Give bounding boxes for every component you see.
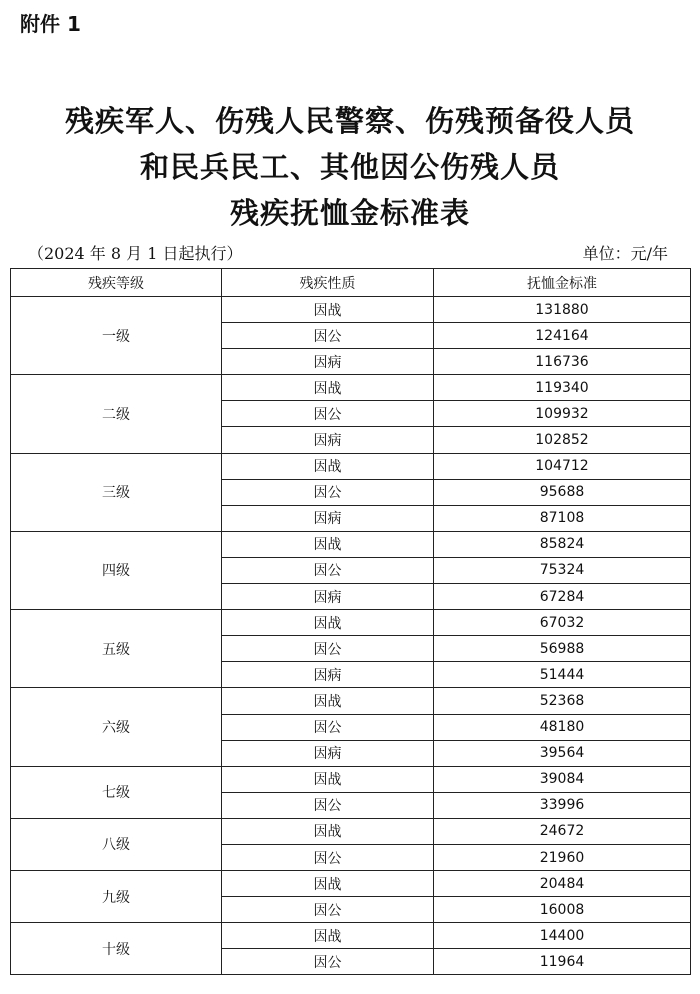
amount-cell: 56988 <box>434 636 691 662</box>
amount-cell: 16008 <box>434 897 691 923</box>
table-row <box>11 610 691 636</box>
table-row <box>11 453 691 479</box>
nature-cell: 因战 <box>222 531 434 557</box>
table-row <box>11 297 691 323</box>
nature-cell: 因公 <box>222 557 434 583</box>
amount-cell: 52368 <box>434 688 691 714</box>
nature-cell: 因战 <box>222 688 434 714</box>
nature-cell: 因战 <box>222 297 434 323</box>
table-row <box>11 531 691 557</box>
unit-note: 单位：元/年 <box>582 244 668 263</box>
nature-cell: 因公 <box>222 792 434 818</box>
table-row <box>11 766 691 792</box>
nature-cell: 因战 <box>222 453 434 479</box>
nature-cell: 因病 <box>222 740 434 766</box>
amount-cell: 14400 <box>434 923 691 949</box>
title-line-2: 和民兵民工、其他因公伤残人员 <box>139 150 560 184</box>
document-title <box>0 98 700 236</box>
amount-cell: 85824 <box>434 531 691 557</box>
header-amount: 抚恤金标准 <box>434 269 691 297</box>
nature-cell: 因公 <box>222 844 434 870</box>
amount-cell: 20484 <box>434 871 691 897</box>
nature-cell: 因病 <box>222 427 434 453</box>
header-grade: 残疾等级 <box>11 269 222 297</box>
amount-cell: 116736 <box>434 349 691 375</box>
table-row <box>11 923 691 949</box>
grade-cell: 一级 <box>11 297 222 375</box>
grade-cell: 五级 <box>11 610 222 688</box>
table-row <box>11 871 691 897</box>
amount-cell: 51444 <box>434 662 691 688</box>
grade-cell: 九级 <box>11 871 222 923</box>
nature-cell: 因战 <box>222 375 434 401</box>
nature-cell: 因战 <box>222 766 434 792</box>
title-line-1: 残疾军人、伤残人民警察、伤残预备役人员 <box>64 104 635 138</box>
amount-cell: 24672 <box>434 818 691 844</box>
pension-standard-table <box>10 268 691 975</box>
table-body <box>11 297 691 975</box>
attachment-label: 附件 1 <box>20 12 81 36</box>
amount-cell: 131880 <box>434 297 691 323</box>
table-meta <box>28 241 668 265</box>
amount-cell: 102852 <box>434 427 691 453</box>
nature-cell: 因病 <box>222 662 434 688</box>
nature-cell: 因病 <box>222 349 434 375</box>
amount-cell: 124164 <box>434 323 691 349</box>
grade-cell: 三级 <box>11 453 222 531</box>
nature-cell: 因病 <box>222 584 434 610</box>
amount-cell: 104712 <box>434 453 691 479</box>
nature-cell: 因公 <box>222 636 434 662</box>
table-row <box>11 375 691 401</box>
grade-cell: 七级 <box>11 766 222 818</box>
nature-cell: 因战 <box>222 923 434 949</box>
execution-date-note: （2024 年 8 月 1 日起执行） <box>28 244 243 263</box>
amount-cell: 39084 <box>434 766 691 792</box>
table-row <box>11 818 691 844</box>
nature-cell: 因公 <box>222 714 434 740</box>
amount-cell: 67284 <box>434 584 691 610</box>
nature-cell: 因公 <box>222 401 434 427</box>
nature-cell: 因公 <box>222 323 434 349</box>
nature-cell: 因公 <box>222 949 434 975</box>
grade-cell: 二级 <box>11 375 222 453</box>
grade-cell: 十级 <box>11 923 222 975</box>
header-nature: 残疾性质 <box>222 269 434 297</box>
amount-cell: 119340 <box>434 375 691 401</box>
amount-cell: 48180 <box>434 714 691 740</box>
table-row <box>11 688 691 714</box>
amount-cell: 39564 <box>434 740 691 766</box>
nature-cell: 因战 <box>222 610 434 636</box>
nature-cell: 因病 <box>222 505 434 531</box>
nature-cell: 因战 <box>222 818 434 844</box>
amount-cell: 33996 <box>434 792 691 818</box>
grade-cell: 六级 <box>11 688 222 766</box>
amount-cell: 87108 <box>434 505 691 531</box>
nature-cell: 因公 <box>222 479 434 505</box>
grade-cell: 四级 <box>11 531 222 609</box>
amount-cell: 109932 <box>434 401 691 427</box>
amount-cell: 11964 <box>434 949 691 975</box>
amount-cell: 67032 <box>434 610 691 636</box>
nature-cell: 因公 <box>222 897 434 923</box>
nature-cell: 因战 <box>222 871 434 897</box>
title-line-3: 残疾抚恤金标准表 <box>229 196 470 230</box>
table-header-row <box>11 269 691 297</box>
amount-cell: 21960 <box>434 844 691 870</box>
amount-cell: 75324 <box>434 557 691 583</box>
grade-cell: 八级 <box>11 818 222 870</box>
amount-cell: 95688 <box>434 479 691 505</box>
